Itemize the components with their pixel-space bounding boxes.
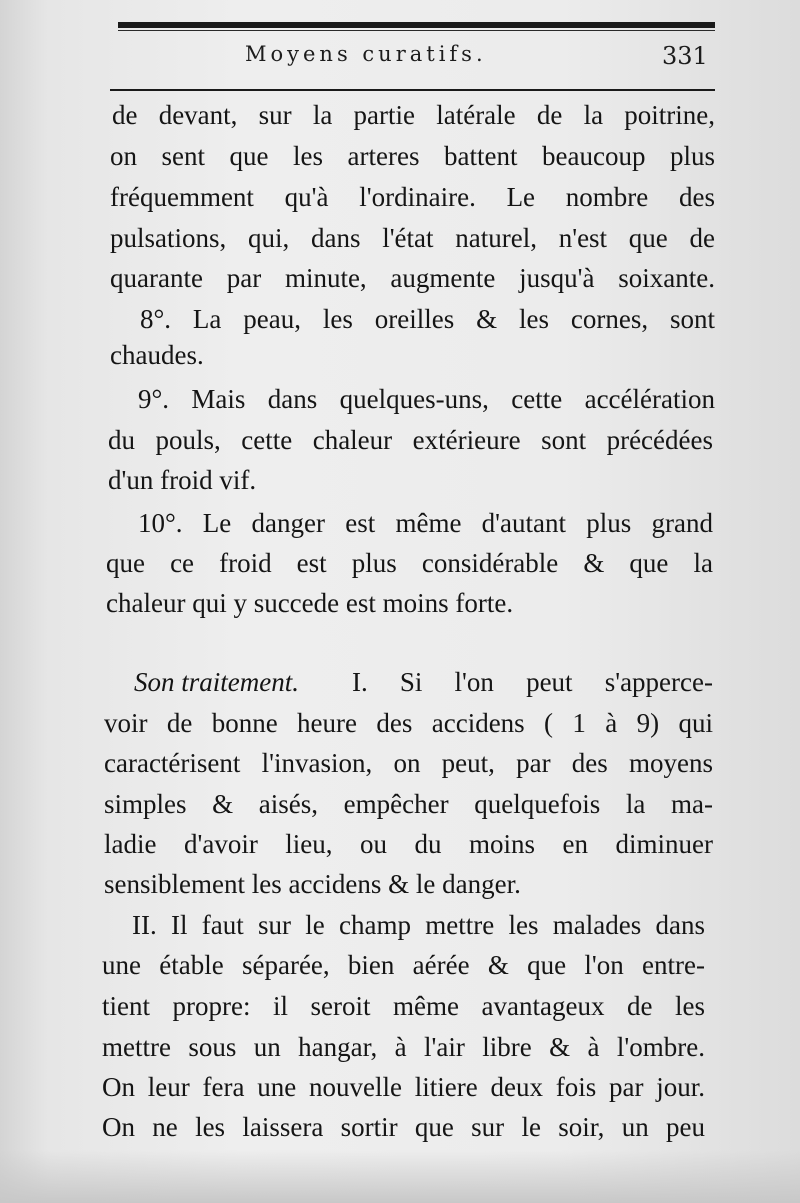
- text-line: simples & aisés, empêcher quelquefois la ma-: [104, 789, 713, 819]
- page-number: 331: [662, 42, 708, 70]
- text-line: on sent que les arteres battent beaucoup plus: [110, 141, 715, 171]
- text-line: mettre sous un hangar, à l'air libre & à l'ombre.: [102, 1032, 705, 1062]
- section-heading: Son traitement.: [134, 667, 299, 697]
- text-line: que ce froid est plus considérable & que la: [106, 548, 713, 578]
- text-line: sensiblement les accidens & le danger.: [104, 869, 521, 899]
- page-shadow: [0, 1150, 800, 1203]
- text-line: tient propre: il seroit même avantageux de les: [102, 991, 705, 1021]
- text-line: de devant, sur la partie latérale de la poitrine,: [112, 100, 715, 130]
- text-line: ladie d'avoir lieu, ou du moins en diminuer: [104, 829, 713, 859]
- text-line: caractérisent l'invasion, on peut, par des moyens: [104, 748, 713, 778]
- text-line: quarante par minute, augmente jusqu'à soixante.: [110, 263, 715, 293]
- text-line: 10°. Le danger est même d'autant plus grand: [138, 508, 713, 538]
- text-line: 9°. Mais dans quelques-uns, cette accélération: [138, 384, 715, 414]
- text-line: pulsations, qui, dans l'état naturel, n'est que de: [110, 223, 715, 253]
- text-line: II. Il faut sur le champ mettre les malades dans: [132, 910, 705, 940]
- text-line: d'un froid vif.: [108, 465, 257, 495]
- running-title: Moyens curatifs.: [245, 42, 487, 66]
- top-rule-thin: [118, 30, 715, 31]
- top-rule: [118, 22, 715, 28]
- text-line: chaleur qui y succede est moins forte.: [106, 588, 514, 618]
- text-line: chaudes.: [110, 340, 204, 370]
- text-line: I. Si l'on peut s'apperce-: [352, 667, 713, 697]
- text-line: du pouls, cette chaleur extérieure sont précédées: [108, 425, 713, 455]
- text-line: une étable séparée, bien aérée & que l'on entre-: [102, 950, 705, 980]
- text-line: On ne les laissera sortir que sur le soir, un peu: [102, 1112, 705, 1142]
- text-line: 8°. La peau, les oreilles & les cornes, sont: [140, 304, 715, 334]
- text-line: voir de bonne heure des accidens ( 1 à 9) qui: [104, 708, 713, 738]
- header-rule: [110, 89, 715, 91]
- text-line: On leur fera une nouvelle litiere deux fois par jour.: [102, 1072, 705, 1102]
- text-line: fréquemment qu'à l'ordinaire. Le nombre des: [110, 182, 715, 212]
